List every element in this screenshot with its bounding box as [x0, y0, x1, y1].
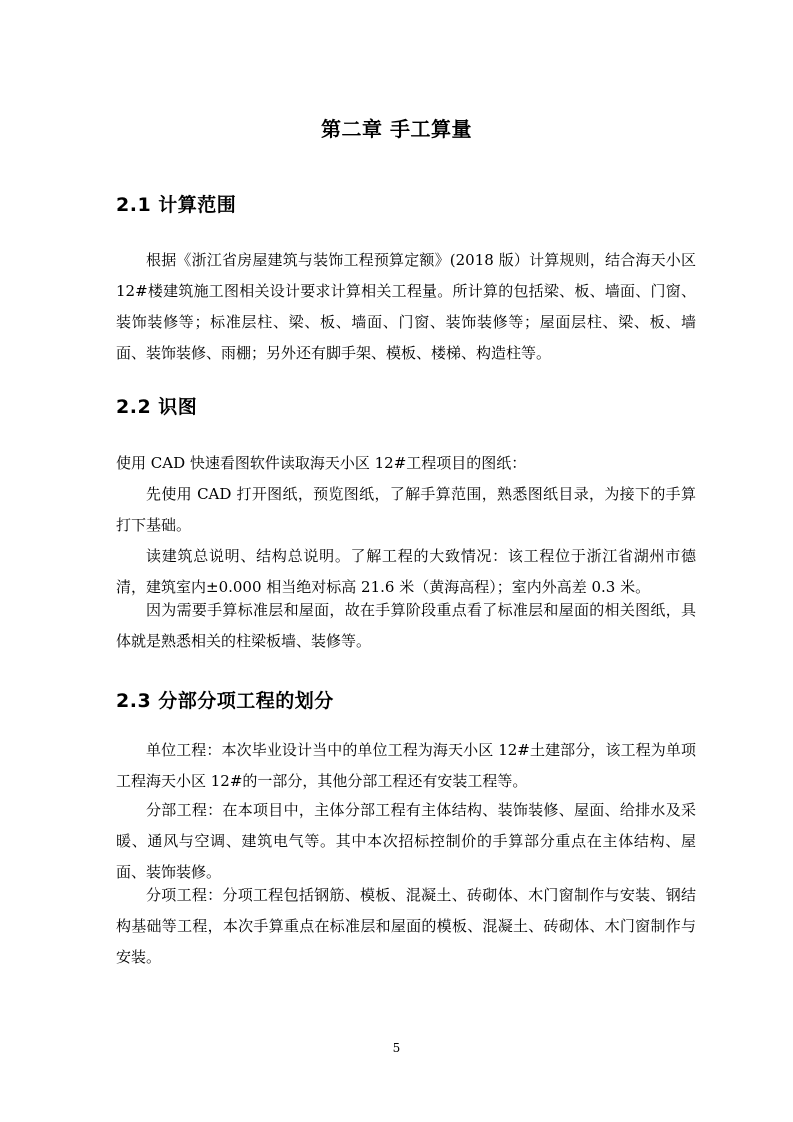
paragraph: 使用 CAD 快速看图软件读取海天小区 12#工程项目的图纸： — [116, 454, 527, 472]
paragraph: 因为需要手算标准层和屋面，故在手算阶段重点看了标准层和屋面的相关图纸，具体就是熟悉相关的柱梁板墙、装修等。 — [116, 601, 696, 650]
page-number: 5 — [392, 1041, 401, 1055]
section-heading-2-2: 2.2 识图 — [116, 396, 198, 418]
chapter-title: 第二章 手工算量 — [321, 117, 472, 141]
section-heading-2-3: 2.3 分部分项工程的划分 — [116, 690, 334, 712]
section-heading-2-1: 2.1 计算范围 — [116, 194, 237, 216]
paragraph: 单位工程：本次毕业设计当中的单位工程为海天小区 12#土建部分，该工程为单项工程海天小区 12#的一部分，其他分部工程还有安装工程等。 — [116, 741, 696, 790]
paragraph: 分项工程：分项工程包括钢筋、模板、混凝土、砖砌体、木门窗制作与安装、钢结构基础等工程，本次手算重点在标准层和屋面的模板、混凝土、砖砌体、木门窗制作与安装。 — [116, 886, 696, 966]
paragraph: 分部工程：在本项目中，主体分部工程有主体结构、装饰装修、屋面、给排水及采暖、通风与空调、建筑电气等。其中本次招标控制价的手算部分重点在主体结构、屋面、装饰装修。 — [116, 801, 696, 881]
paragraph: 读建筑总说明、结构总说明。了解工程的大致情况：该工程位于浙江省湖州市德清，建筑室内±0.000 相当绝对标高 21.6 米（黄海高程）；室内外高差 0.3 米。 — [116, 547, 696, 596]
paragraph: 根据《浙江省房屋建筑与装饰工程预算定额》(2018 版）计算规则，结合海天小区 12#楼建筑施工图相关设计要求计算相关工程量。所计算的包括梁、板、墙面、门窗、装饰装修等；标准层柱、梁、板、墙面、门窗、装饰装修等；屋面层柱、梁、板、墙面、装饰装修、雨棚；另外还有脚手架、模板、楼梯、构造柱等。 — [116, 251, 696, 362]
paragraph: 先使用 CAD 打开图纸，预览图纸，了解手算范围，熟悉图纸目录，为接下的手算打下基础。 — [116, 485, 696, 534]
